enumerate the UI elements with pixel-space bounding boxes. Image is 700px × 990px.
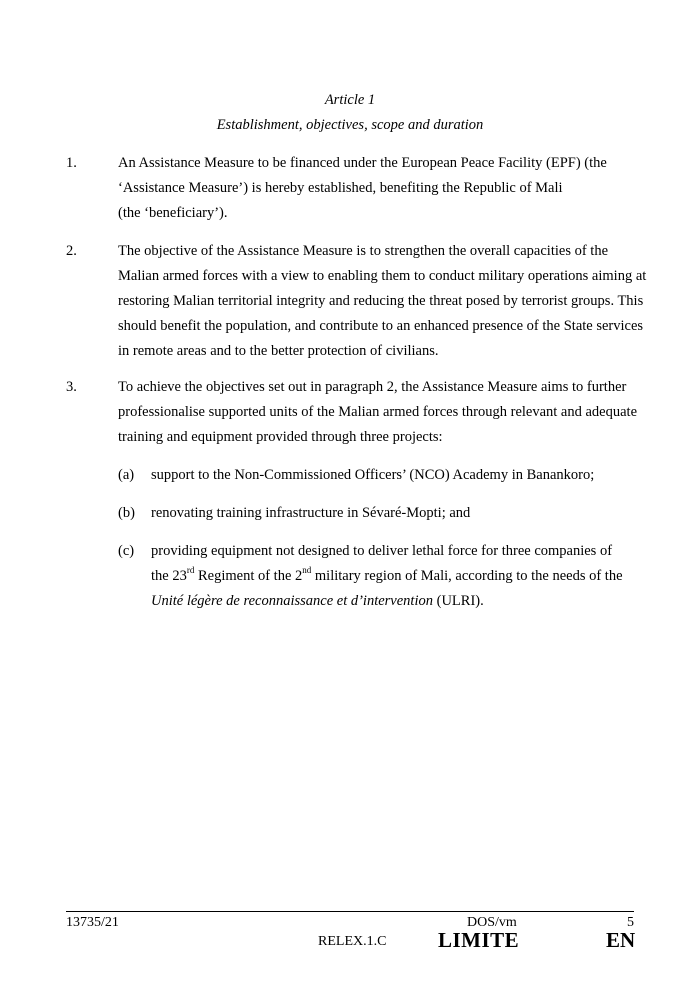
footer-language: EN — [606, 928, 636, 952]
footer-limite: LIMITE — [438, 928, 520, 952]
paragraph-number: 1. — [66, 155, 77, 171]
paragraph-line: (the ‘beneficiary’). — [118, 205, 228, 221]
paragraph-line: Malian armed forces with a view to enabling them to conduct military operations aiming at — [118, 268, 647, 284]
subitem-text: support to the Non-Commissioned Officers’ (NCO) Academy in Banankoro; — [151, 467, 595, 483]
footer-dos: DOS/vm — [467, 915, 517, 930]
footer-page-number: 5 — [627, 915, 634, 930]
subitem-label: (b) — [118, 505, 135, 521]
footer-relex: RELEX.1.C — [318, 934, 387, 949]
subitem-text: renovating training infrastructure in Sévaré-Mopti; and — [151, 505, 471, 521]
superscript-rd: rd — [186, 565, 195, 576]
paragraph-line: should benefit the population, and contribute to an enhanced presence of the State services — [118, 318, 644, 334]
article-subtitle: Establishment, objectives, scope and duration — [216, 117, 484, 133]
article-title: Article 1 — [324, 92, 376, 108]
paragraph-line: To achieve the objectives set out in paragraph 2, the Assistance Measure aims to further — [118, 379, 627, 395]
footer-doc-number: 13735/21 — [66, 915, 119, 930]
paragraph-line: The objective of the Assistance Measure is to strengthen the overall capacities of the — [118, 243, 609, 259]
paragraph-line: in remote areas and to the better protection of civilians. — [118, 343, 439, 359]
paragraph-line: training and equipment provided through three projects: — [118, 429, 443, 445]
footer-rule — [66, 911, 634, 912]
paragraph-line: restoring Malian territorial integrity and reducing the threat posed by terrorist groups. This — [118, 293, 644, 309]
superscript-nd: nd — [302, 565, 312, 576]
paragraph-line: An Assistance Measure to be financed under the European Peace Facility (EPF) (the — [118, 155, 607, 171]
paragraph-line: professionalise supported units of the Malian armed forces through relevant and adequate — [118, 404, 638, 420]
subitem-text: Unité légère de reconnaissance et d’intervention (ULRI). — [151, 593, 484, 609]
paragraph-line: ‘Assistance Measure’) is hereby established, benefiting the Republic of Mali — [118, 180, 563, 196]
subitem-label: (a) — [118, 467, 135, 483]
subitem-text: providing equipment not designed to deliver lethal force for three companies of — [151, 543, 613, 559]
subitem-text: the 23rd Regiment of the 2nd military region of Mali, according to the needs of the — [151, 565, 623, 584]
subitem-label: (c) — [118, 543, 135, 559]
ulri-italic-name: Unité légère de reconnaissance et d’intervention — [151, 593, 433, 609]
paragraph-number: 3. — [66, 379, 77, 395]
paragraph-number: 2. — [66, 243, 77, 259]
